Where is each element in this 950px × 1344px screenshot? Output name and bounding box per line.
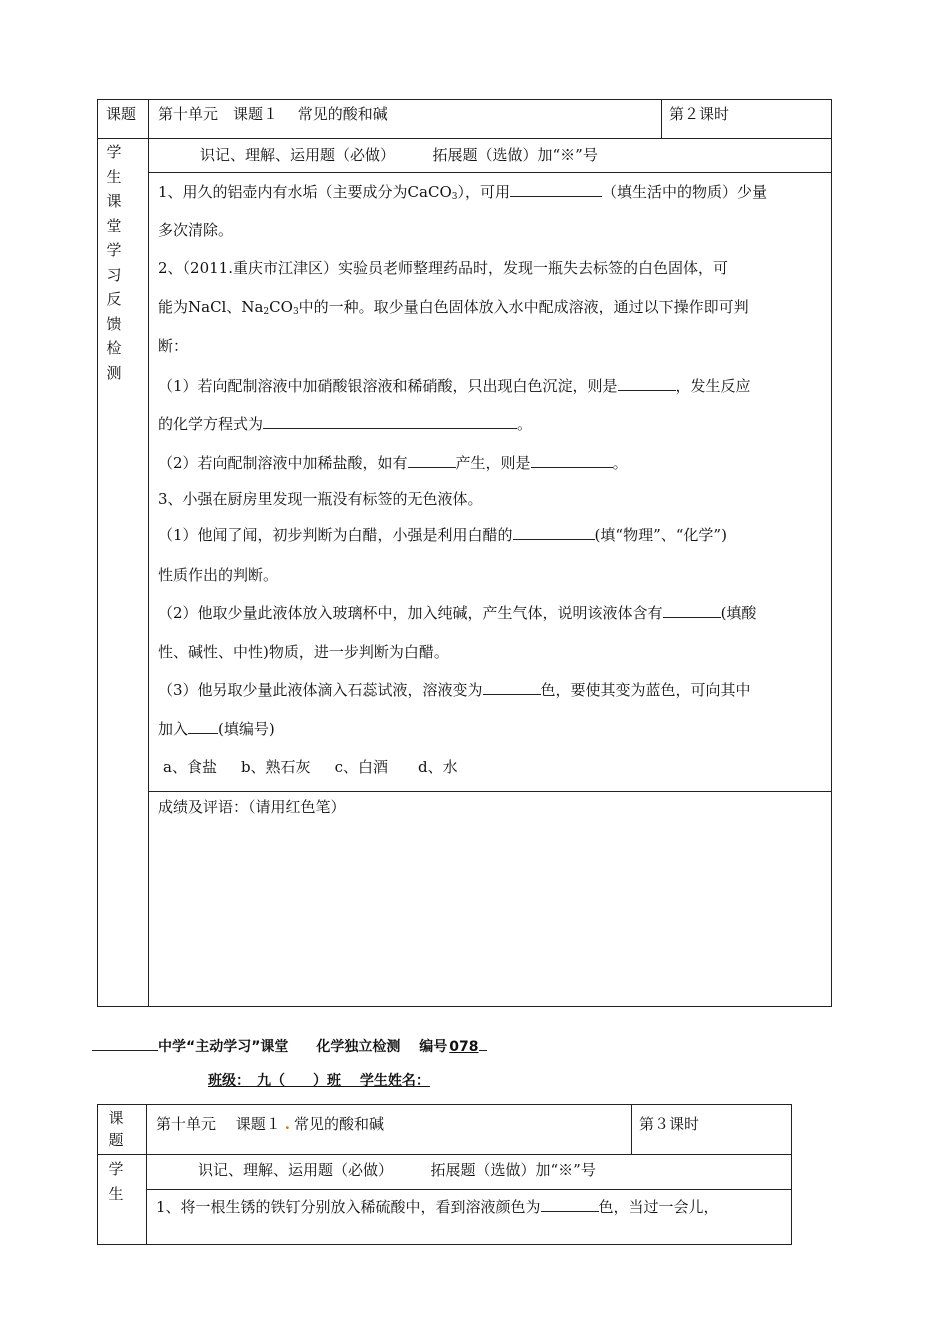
question-2-text-b: CO <box>269 298 293 316</box>
question-2-part-2 <box>158 453 628 473</box>
answer-blank[interactable] <box>541 1197 599 1212</box>
grading-label: 成绩及评语：（请用红色笔） <box>158 798 346 816</box>
part-text: 的化学方程式为 <box>158 415 264 433</box>
option-b: b、熟石灰 <box>240 758 311 776</box>
part-text: (填酸 <box>720 604 757 622</box>
option-d: d、水 <box>417 758 458 776</box>
table-divider <box>631 1104 632 1154</box>
part-text: (填编号) <box>218 720 275 738</box>
part-text: （1）他闻了闻，初步判断为白醋，小强是利用白醋的 <box>158 526 513 544</box>
topic-label: 课题 <box>106 105 137 123</box>
side-label: 学生课堂学习反馈检测 <box>106 143 122 382</box>
question-1-line-1 <box>156 1197 719 1217</box>
part-text: 。 <box>612 454 628 472</box>
bullet-dot: . <box>284 1115 291 1133</box>
instructions: 识记、理解、运用题（必做） 拓展题（选做）加“※”号 <box>198 1161 596 1179</box>
topic-label: 课题 <box>108 1109 124 1149</box>
answer-blank[interactable] <box>618 376 676 391</box>
topic-title: 第十单元 课题１ 常见的酸和碱 <box>158 105 388 123</box>
option-c: c、白酒 <box>334 758 388 776</box>
part-text: （1）若向配制溶液中加硝酸银溶液和稀硝酸，只出现白色沉淀，则是 <box>158 377 618 395</box>
answer-blank[interactable] <box>483 680 541 695</box>
part-text: （2）他取少量此液体放入玻璃杯中，加入纯碱，产生气体，说明该液体含有 <box>158 604 663 622</box>
table-divider <box>97 138 832 139</box>
table-divider <box>661 99 662 138</box>
part-text: (填“物理”、“化学”) <box>594 526 727 544</box>
question-1-text-a: 1、用久的铝壶内有水垢（主要成分为 <box>158 183 408 201</box>
question-1-line-1 <box>158 182 767 202</box>
class-info-line: 班级： 九（ ）班 学生姓名： <box>208 1073 430 1089</box>
subscript: 3 <box>292 307 299 317</box>
part-text: 色，要使其变为蓝色，可向其中 <box>540 681 751 699</box>
section-title-text: 中学“主动学习”课堂 化学独立检测 编号 <box>158 1039 448 1055</box>
formula-subscript: 3 <box>451 192 458 202</box>
side-label: 学生 <box>108 1160 124 1203</box>
part-text: 。 <box>517 415 533 433</box>
question-1-text-b: ），可用 <box>457 183 510 201</box>
document-number: 078 <box>449 1039 479 1055</box>
table-divider <box>146 1104 147 1245</box>
question-1-line-2: 多次清除。 <box>158 221 234 239</box>
question-3-options <box>163 757 458 777</box>
question-2-line-2 <box>158 297 749 317</box>
table-divider <box>97 1154 792 1155</box>
answer-blank[interactable] <box>263 414 517 429</box>
question-2-text-a: 能为NaCl、Na <box>158 298 264 316</box>
part-text: 加入 <box>158 720 189 738</box>
topic-text-a: 第十单元 课题１ <box>156 1115 281 1133</box>
period-label: 第３课时 <box>639 1115 700 1133</box>
answer-blank[interactable] <box>188 719 218 734</box>
question-1-text-c: （填生活中的物质）少量 <box>602 183 768 201</box>
topic-text-b: 常见的酸和碱 <box>294 1115 385 1133</box>
answer-blank[interactable] <box>531 453 613 468</box>
question-3-part-3-line-2 <box>158 719 275 739</box>
part-text: （3）他另取少量此液体滴入石蕊试液，溶液变为 <box>158 681 483 699</box>
question-3-part-1 <box>158 525 727 545</box>
question-text: 色，当过一会儿， <box>598 1198 719 1216</box>
question-3-part-1-line-2: 性质作出的判断。 <box>158 566 279 584</box>
question-3-part-2 <box>158 603 756 623</box>
part-text: 产生，则是 <box>455 454 531 472</box>
topic-title <box>156 1114 384 1134</box>
question-2-line-3: 断： <box>158 337 189 355</box>
subscript: 2 <box>263 307 270 317</box>
part-text: （2）若向配制溶液中加稀盐酸，如有 <box>158 454 408 472</box>
question-3-part-3 <box>158 680 751 700</box>
instructions: 识记、理解、运用题（必做） 拓展题（选做）加“※”号 <box>200 146 598 164</box>
table-divider <box>146 1189 792 1190</box>
answer-blank[interactable] <box>510 182 602 197</box>
question-3-line-1: 3、小强在厨房里发现一瓶没有标签的无色液体。 <box>158 490 483 508</box>
question-text: 1、将一根生锈的铁钉分别放入稀硫酸中，看到溶液颜色为 <box>156 1198 541 1216</box>
period-label: 第２课时 <box>669 105 730 123</box>
question-2-part-1 <box>158 376 751 396</box>
option-a: a、食盐 <box>163 758 217 776</box>
part-text: ，发生反应 <box>675 377 751 395</box>
table-divider <box>148 172 832 173</box>
section-2-title <box>92 1037 487 1057</box>
number-underline <box>479 1038 487 1051</box>
table-divider <box>148 99 149 1007</box>
answer-blank[interactable] <box>408 453 456 468</box>
formula-caco3 <box>408 183 458 201</box>
question-2-line-1: 2、（2011.重庆市江津区）实验员老师整理药品时，发现一瓶失去标签的白色固体，可 <box>158 259 728 277</box>
formula-text: CaCO <box>407 183 452 201</box>
school-blank[interactable] <box>92 1038 158 1051</box>
question-2-text-c: 中的一种。取少量白色固体放入水中配成溶液，通过以下操作即可判 <box>298 298 749 316</box>
table-divider <box>148 791 832 792</box>
answer-blank[interactable] <box>513 525 595 540</box>
question-3-part-2-line-2: 性、碱性、中性)物质，进一步判断为白醋。 <box>158 643 449 661</box>
answer-blank[interactable] <box>663 603 721 618</box>
question-2-part-1-line-2 <box>158 414 532 434</box>
